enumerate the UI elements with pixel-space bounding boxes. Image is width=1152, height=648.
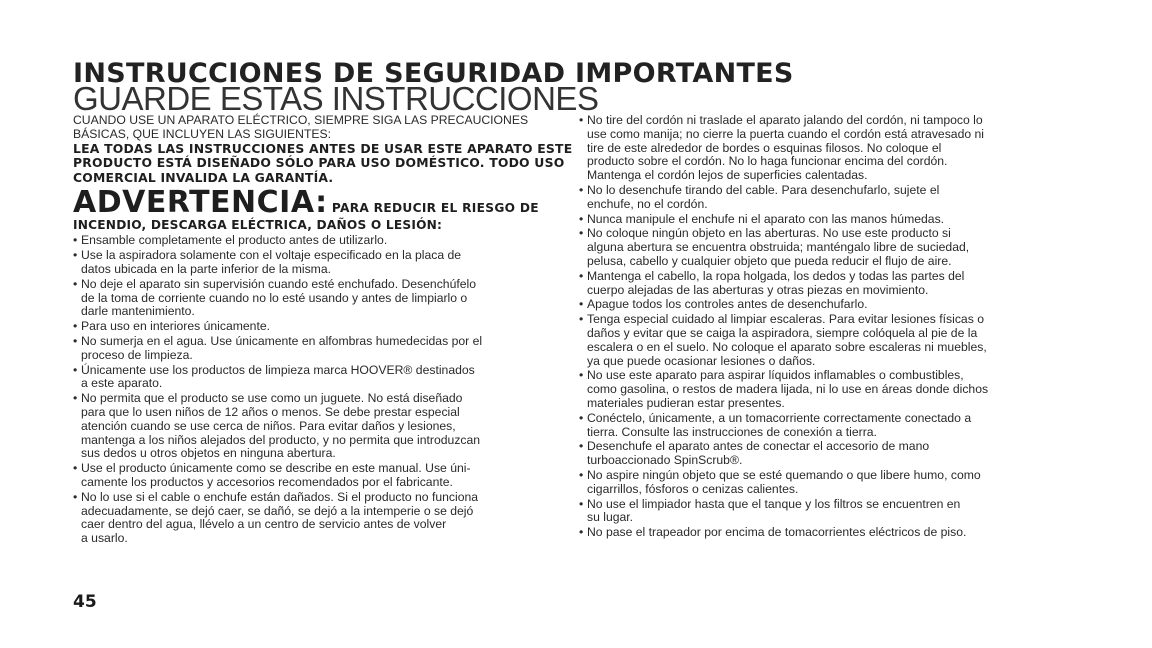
right-bullet-list — [579, 114, 1069, 540]
read-instructions-notice: LEA TODAS LAS INSTRUCCIONES ANTES DE USAR ESTE APARATO ESTE PRODUCTO ESTÁ DISEÑADO SÓLO PARA USO DOMÉSTICO. TODO USO COMERCIAL INVALIDA LA GARANTÍA. — [73, 140, 573, 185]
page-title: INSTRUCCIONES DE SEGURIDAD IMPORTANTES — [73, 58, 794, 89]
page-number: 45 — [73, 592, 97, 612]
page-subtitle: GUARDE ESTAS INSTRUCCIONES — [73, 80, 599, 117]
list-item: • No pase el trapeador por encima de tomacorrientes eléctricos de piso. — [579, 526, 1069, 540]
list-item: • No aspire ningún objeto que se esté quemando o que libere humo, como cigarrillos, fósforos o cenizas calientes. — [579, 469, 1069, 497]
list-item: • No sumerja en el agua. Use únicamente en alfombras humedecidas por el proceso de limpieza. — [73, 335, 573, 363]
warning-word: ADVERTENCIA: — [73, 185, 328, 221]
list-item: • Mantenga el cabello, la ropa holgada, los dedos y todas las partes del cuerpo alejadas de las aberturas y otras piezas en movimiento. — [579, 270, 1069, 298]
list-item: • Nunca manipule el enchufe ni el aparato con las manos húmedas. — [579, 213, 1069, 227]
list-item: • No permita que el producto se use como un juguete. No está diseñado para que lo usen niños de 12 años o menos. Se debe prestar especial atención cuando se use cerca de niños. Para evitar daños y lesiones, mantenga a los niños alejados del producto, y no permita que introduzcan sus dedos u otros objetos en ninguna abertura. — [73, 392, 573, 461]
left-bullet-list — [73, 234, 573, 546]
list-item: • Use el producto únicamente como se describe en este manual. Use úni- camente los productos y accesorios recomendados por el fabricante. — [73, 462, 573, 490]
list-item: • Use la aspiradora solamente con el voltaje especificado en la placa de datos ubicada en la parte inferior de la misma. — [73, 249, 573, 277]
list-item: • Para uso en interiores únicamente. — [73, 320, 573, 334]
list-item: • No use el limpiador hasta que el tanque y los filtros se encuentren en su lugar. — [579, 498, 1069, 526]
list-item: • No lo use si el cable o enchufe están dañados. Si el producto no funciona adecuadamente, se dejó caer, se dañó, se dejó a la intemperie o se dejó caer dentro del agua, llévelo a un centro de servicio antes de volver a usarlo. — [73, 491, 573, 546]
list-item: • No deje el aparato sin supervisión cuando esté enchufado. Desenchúfelo de la toma de corriente cuando no lo esté usando y antes de limpiarlo o darle mantenimiento. — [73, 278, 573, 319]
list-item: • No use este aparato para aspirar líquidos inflamables o combustibles, como gasolina, o restos de madera lijada, ni lo use en áreas donde dichos materiales pudieran estar presentes. — [579, 369, 1069, 410]
list-item: • Apague todos los controles antes de desenchufarlo. — [579, 298, 1069, 312]
list-item: • Desenchufe el aparato antes de conectar el accesorio de mano turboaccionado SpinScrub®. — [579, 440, 1069, 468]
left-column — [73, 114, 573, 547]
list-item: • Únicamente use los productos de limpieza marca HOOVER® destinados a este aparato. — [73, 364, 573, 392]
list-item: • No tire del cordón ni traslade el aparato jalando del cordón, ni tampoco lo use como manija; no cierre la puerta cuando el cordón está atravesado ni tire de este alrededor de bordes o esquinas filosos. No coloque el producto sobre el cordón. No lo haga funcionar encima del cordón. Mantenga el cordón lejos de superficies calentadas. — [579, 114, 1069, 183]
intro-paragraph: CUANDO USE UN APARATO ELÉCTRICO, SIEMPRE SIGA LAS PRECAUCIONES BÁSICAS, QUE INCLUYEN LAS SIGUIENTES: — [73, 113, 529, 141]
right-column — [579, 114, 1069, 541]
list-item: • Tenga especial cuidado al limpiar escaleras. Para evitar lesiones físicas o daños y evitar que se caiga la aspiradora, siempre colóquela al pie de la escalera o en el suelo. No coloque el aparato sobre escaleras ni muebles, ya que puede ocasionar lesiones o daños. — [579, 313, 1069, 368]
list-item: • No lo desenchufe tirando del cable. Para desenchufarlo, sujete el enchufe, no el cordón. — [579, 184, 1069, 212]
warning-subheading: INCENDIO, DESCARGA ELÉCTRICA, DAÑOS O LESIÓN: — [73, 218, 443, 233]
list-item: • Conéctelo, únicamente, a un tomacorriente correctamente conectado a tierra. Consulte las instrucciones de conexión a tierra. — [579, 412, 1069, 440]
warning-head: PARA REDUCIR EL RIESGO DE — [331, 201, 539, 216]
warning-heading — [73, 185, 573, 233]
list-item: • Ensamble completamente el producto antes de utilizarlo. — [73, 234, 573, 248]
list-item: • No coloque ningún objeto en las aberturas. No use este producto si alguna abertura se encuentra obstruida; manténgalo libre de suciedad, pelusa, cabello y cualquier objeto que pueda reducir el flujo de aire. — [579, 227, 1069, 268]
